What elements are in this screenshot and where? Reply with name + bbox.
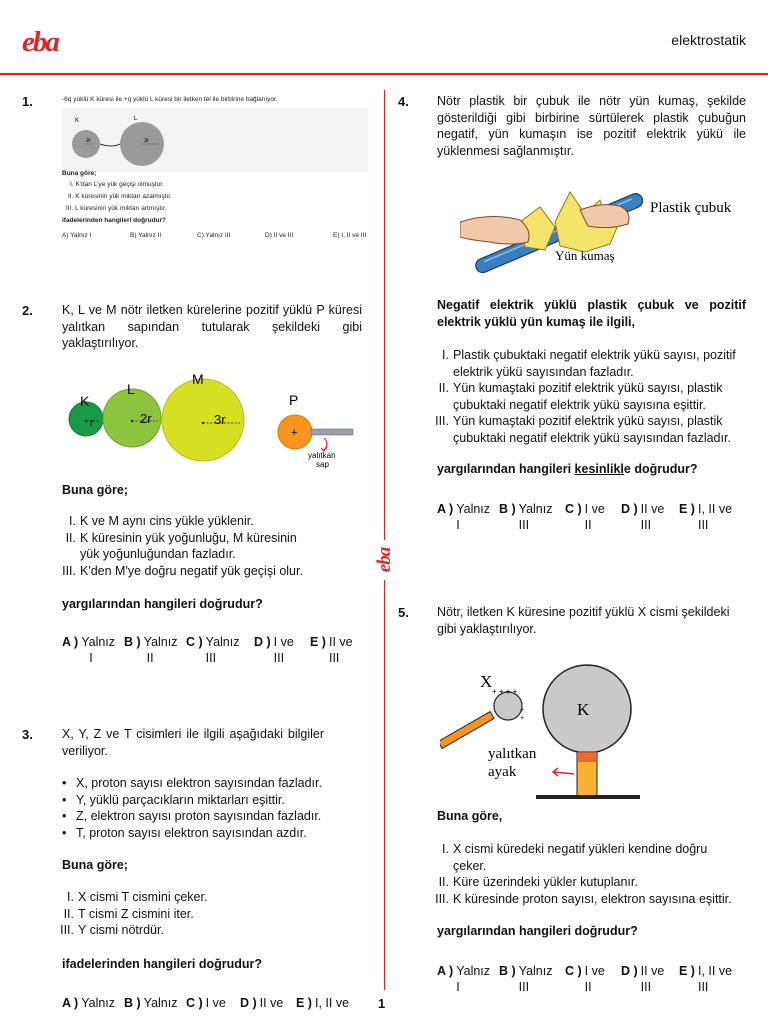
q1-buna-gore: Buna göre;: [62, 170, 97, 177]
q5-option-e[interactable]: E ) I, II ve III: [679, 964, 733, 994]
q2-option-a[interactable]: A ) Yalnız I: [62, 635, 116, 665]
q2-option-e[interactable]: E ) II ve III: [310, 635, 353, 665]
q1-radius-l: 3r: [144, 138, 149, 144]
page-topic: elektrostatik: [671, 32, 746, 48]
q3-option-c[interactable]: C ) I ve: [186, 996, 226, 1010]
eba-logo: eba: [22, 26, 58, 58]
q2-plus-sign: +: [291, 427, 298, 439]
q2-insulator-label-1: yalıtkan: [308, 451, 336, 460]
list-item: • T, proton sayısı elektron sayısından azdır.: [62, 825, 307, 840]
q2-radius-m: 3r: [214, 412, 226, 427]
q4-statements: I. Plastik çubuktaki negatif elektrik yükü sayısı, pozitif elektrik yükü sayısından fazladır. II. Yün kumaştaki pozitif elektrik yükü sayısı, plastik çubuktaki negatif elektrik yükü sayısına eşittir. III. Yün kumaştaki pozitif elektrik yükü sayısı, plastik çubuktaki negatif elektrik yükü sayısından fazladır.: [435, 348, 736, 445]
q2-radius-k: r: [90, 417, 94, 429]
q1-option-a[interactable]: A) Yalnız I: [62, 232, 92, 239]
list-item: • X, proton sayısı elektron sayısından fazladır.: [62, 776, 322, 790]
q1-option-d[interactable]: D) II ve III: [265, 232, 294, 239]
q3-option-a[interactable]: A ) Yalnız: [62, 996, 116, 1010]
q3-question: ifadelerinden hangileri doğrudur?: [62, 957, 263, 971]
q2-label-p: P: [289, 392, 299, 408]
q4-option-b[interactable]: B ) Yalnız III: [499, 502, 553, 532]
q5-option-b[interactable]: B ) Yalnız III: [499, 964, 553, 994]
q1-stem: -6q yüklü K küresi ile +q yüklü L küresi bir iletken tel ile birbirine bağlanıyor.: [62, 96, 278, 103]
q2-question: yargılarından hangileri doğrudur?: [62, 597, 263, 611]
list-item: • Y, yüklü parçacıkların miktarları eşittir.: [62, 792, 285, 807]
q5-foot-label-2: ayak: [488, 764, 517, 780]
q5-sphere-figure: [440, 662, 660, 802]
q2-option-d[interactable]: D ) I ve III: [254, 635, 294, 665]
q2-radius-l: 2r: [140, 411, 152, 426]
q2-option-b[interactable]: B ) Yalnız II: [124, 635, 178, 665]
q1-question: ifadelerinden hangileri doğrudur?: [62, 217, 167, 224]
q5-foot-label-1: yalıtkan: [488, 746, 537, 762]
q5-label-x: X: [480, 672, 493, 691]
q1-spheres-figure: [62, 108, 368, 172]
q1-label-k: K: [75, 118, 80, 124]
q5-plus-charges: + + + +: [492, 687, 518, 696]
q5-buna-gore: Buna göre,: [437, 809, 503, 823]
header-divider: [0, 73, 768, 75]
q5-option-a[interactable]: A ) Yalnız I: [437, 964, 491, 994]
q3-bullets: [62, 775, 362, 841]
q3-stem: X, Y, Z ve T cisimleri ile ilgili aşağıdaki bilgiler veriliyor.: [62, 727, 324, 758]
q1-option-b[interactable]: B) Yalnız II: [130, 232, 162, 239]
q4-option-a[interactable]: A ) Yalnız I: [437, 502, 491, 532]
q4-option-d[interactable]: D ) II ve III: [621, 502, 665, 532]
q4-rod-cloth-figure: [460, 182, 768, 282]
q5-options: [437, 963, 749, 995]
q3-option-e[interactable]: E ) I, II ve: [296, 996, 350, 1010]
side-eba-logo: eba: [374, 540, 396, 580]
svg-text:+: +: [520, 715, 525, 722]
q3-option-d[interactable]: D ) II ve: [240, 996, 284, 1010]
q2-stem: K, L ve M nötr iletken kürelerine pozitif yüklü P küresi yalıtkan sapından tutularak şekildeki gibi yaklaştırılıyor.: [62, 303, 362, 350]
q2-option-c[interactable]: C ) Yalnız III: [186, 635, 240, 665]
question-number-4: 4.: [398, 94, 409, 109]
q2-label-k: K: [80, 393, 90, 409]
q5-label-k: K: [577, 700, 590, 719]
q5-option-d[interactable]: D ) II ve III: [621, 964, 665, 994]
q2-insulator-label-2: sap: [316, 460, 329, 469]
question-number-1: 1.: [22, 94, 33, 109]
list-item: • Z, elektron sayısı proton sayısından fazladır.: [62, 809, 322, 823]
q4-options: [437, 501, 749, 533]
q4-question: yargılarından hangileri kesinlikle doğrudur?: [437, 462, 698, 476]
q4-rod-label: Plastik çubuk: [650, 200, 732, 216]
q1-label-l: L: [134, 116, 138, 122]
q5-question: yargılarından hangileri doğrudur?: [437, 924, 638, 938]
q1-radius-k: 2r: [86, 138, 91, 144]
page-number: 1: [378, 996, 386, 1011]
q3-statements: I. X cismi T cismini çeker. II. T cismi Z cismini iter. III. Y cismi nötrdür.: [60, 890, 208, 937]
q2-statements: I. K ve M aynı cins yükle yüklenir. II. K küresinin yük yoğunluğu, M küresinin yük yoğunluğundan fazladır. III. K'den M'ye doğru negatif yük geçişi olur.: [62, 514, 303, 578]
q5-stem: Nötr, iletken K küresine pozitif yüklü X cismi şekildeki gibi yaklaştırılıyor.: [437, 605, 730, 636]
q4-option-c[interactable]: C ) I ve II: [565, 502, 605, 532]
q1-option-c[interactable]: C) Yalnız III: [197, 232, 231, 239]
q2-spheres-figure: [62, 364, 362, 474]
question-number-2: 2.: [22, 303, 33, 318]
q2-buna-gore: Buna göre;: [62, 483, 128, 497]
q1-option-e[interactable]: E) I, II ve III: [333, 232, 367, 239]
q2-label-m: M: [192, 371, 204, 387]
q4-cloth-label: Yün kumaş: [555, 248, 615, 263]
q2-options: [62, 634, 370, 666]
q4-option-e[interactable]: E ) I, II ve III: [679, 502, 733, 532]
q5-option-c[interactable]: C ) I ve II: [565, 964, 605, 994]
q3-buna-gore: Buna göre;: [62, 858, 128, 872]
question-number-3: 3.: [22, 727, 33, 742]
svg-text:+: +: [520, 707, 525, 714]
q5-statements: I. X cismi küredeki negatif yükleri kendine doğru çeker. II. Küre üzerindeki yükler kutuplanır. III. K küresinde proton sayısı, elektron sayısına eşittir.: [435, 842, 732, 906]
question-number-5: 5.: [398, 605, 409, 620]
q4-given: Negatif elektrik yüklü plastik çubuk ve pozitif elektrik yüklü yün kumaş ile ilgili,: [437, 298, 746, 329]
q4-stem: Nötr plastik bir çubuk ile nötr yün kumaş, şekilde gösterildiği gibi birbirine sürtülerek plastik çubuğun negatif, yün kumaşın ise pozitif elektrik yükü ile yüklenmesi sağlanmıştır.: [437, 94, 746, 158]
q3-options: [62, 995, 356, 1011]
q3-option-b[interactable]: B ) Yalnız: [124, 996, 178, 1010]
q2-label-l: L: [127, 381, 135, 397]
